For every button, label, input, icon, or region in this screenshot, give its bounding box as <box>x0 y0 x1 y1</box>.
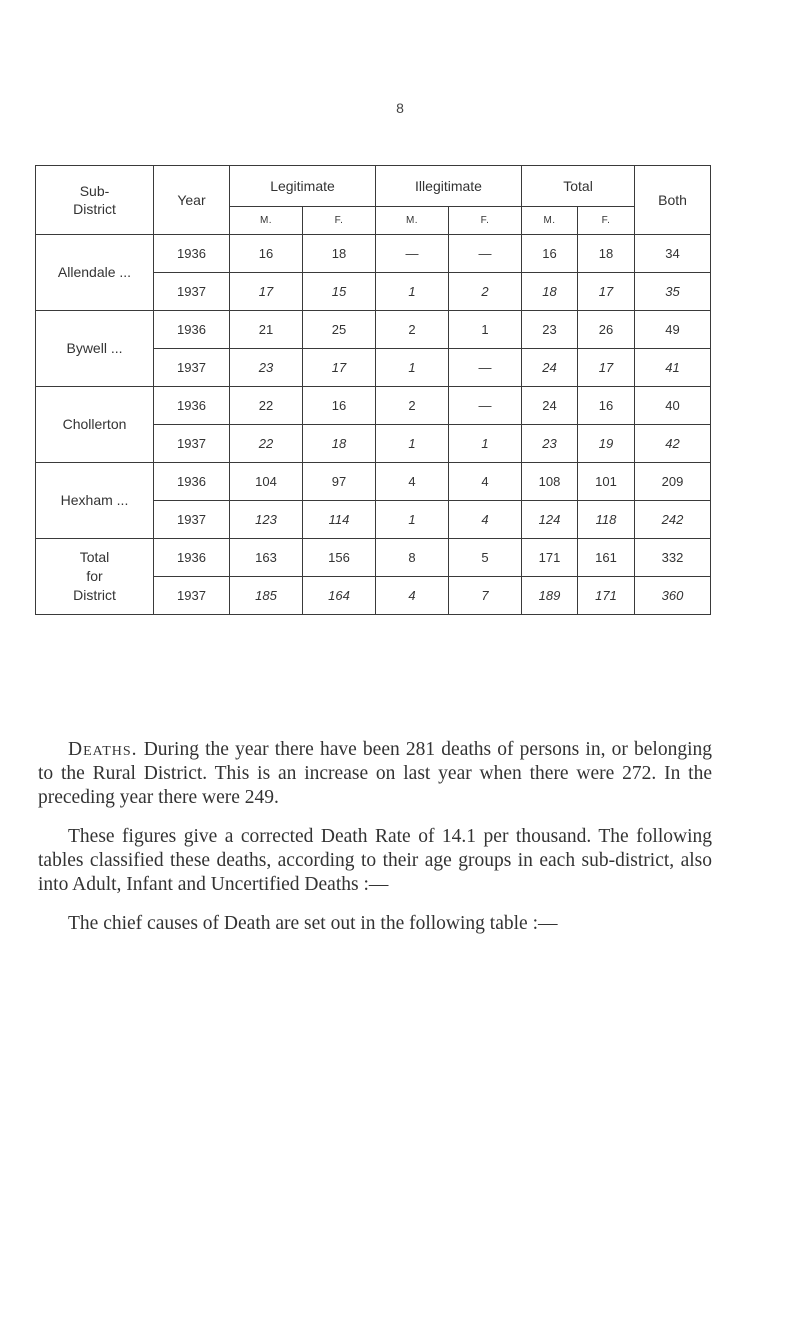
illegitimate-f-cell: 4 <box>449 501 522 539</box>
illegitimate-f-cell: — <box>449 349 522 387</box>
legitimate-f-cell: 17 <box>303 349 376 387</box>
legitimate-f-cell: 18 <box>303 425 376 463</box>
table-row <box>36 311 711 349</box>
total-f-cell: 19 <box>578 425 635 463</box>
deaths-body: During the year there have been 281 deaths of persons in, or belonging to the Rural District. This is an increase on last year when there were 272. In the preceding year there were 249. <box>38 739 713 808</box>
illegitimate-m-cell: 4 <box>376 577 449 615</box>
year-cell: 1937 <box>154 577 230 615</box>
legitimate-m-cell: 16 <box>230 235 303 273</box>
legitimate-m-cell: 23 <box>230 349 303 387</box>
total-m-cell: 16 <box>522 235 578 273</box>
illegitimate-f-cell: 2 <box>449 273 522 311</box>
header-total-m: M. <box>522 207 578 235</box>
both-cell: 34 <box>635 235 711 273</box>
births-table <box>35 165 711 615</box>
table-row <box>36 387 711 425</box>
header-legitimate-m: M. <box>230 207 303 235</box>
legitimate-f-cell: 18 <box>303 235 376 273</box>
district-name: Total for District <box>36 539 154 615</box>
legitimate-m-cell: 163 <box>230 539 303 577</box>
total-m-cell: 108 <box>522 463 578 501</box>
total-m-cell: 24 <box>522 349 578 387</box>
illegitimate-f-cell: 1 <box>449 311 522 349</box>
district-name: Bywell ... <box>36 311 154 387</box>
illegitimate-f-cell: — <box>449 235 522 273</box>
year-cell: 1937 <box>154 501 230 539</box>
total-f-cell: 17 <box>578 349 635 387</box>
deaths-paragraph <box>38 738 712 810</box>
both-cell: 49 <box>635 311 711 349</box>
legitimate-m-cell: 104 <box>230 463 303 501</box>
legitimate-f-cell: 97 <box>303 463 376 501</box>
district-name: Allendale ... <box>36 235 154 311</box>
year-cell: 1937 <box>154 425 230 463</box>
header-legitimate: Legitimate <box>230 166 376 207</box>
total-f-cell: 18 <box>578 235 635 273</box>
district-name: Hexham ... <box>36 463 154 539</box>
table-row <box>36 235 711 273</box>
total-f-cell: 161 <box>578 539 635 577</box>
both-cell: 209 <box>635 463 711 501</box>
header-illegitimate-m: M. <box>376 207 449 235</box>
legitimate-m-cell: 22 <box>230 387 303 425</box>
both-cell: 332 <box>635 539 711 577</box>
illegitimate-f-cell: 1 <box>449 425 522 463</box>
illegitimate-m-cell: 1 <box>376 425 449 463</box>
table-row <box>36 463 711 501</box>
total-m-cell: 124 <box>522 501 578 539</box>
prose-section <box>38 738 712 951</box>
total-f-cell: 16 <box>578 387 635 425</box>
legitimate-m-cell: 123 <box>230 501 303 539</box>
illegitimate-m-cell: 1 <box>376 273 449 311</box>
both-cell: 35 <box>635 273 711 311</box>
both-cell: 42 <box>635 425 711 463</box>
year-cell: 1936 <box>154 539 230 577</box>
illegitimate-m-cell: 2 <box>376 311 449 349</box>
illegitimate-m-cell: 4 <box>376 463 449 501</box>
total-f-cell: 26 <box>578 311 635 349</box>
total-m-cell: 23 <box>522 311 578 349</box>
header-both: Both <box>635 166 711 235</box>
illegitimate-f-cell: 5 <box>449 539 522 577</box>
header-year: Year <box>154 166 230 235</box>
illegitimate-m-cell: — <box>376 235 449 273</box>
total-m-cell: 18 <box>522 273 578 311</box>
year-cell: 1936 <box>154 311 230 349</box>
death-rate-paragraph: These figures give a corrected Death Rate of 14.1 per thousand. The following tables classified these deaths, according to their age groups in each sub-district, also into Adult, Infant and Uncertified Deaths :— <box>38 826 712 895</box>
table-row <box>36 539 711 577</box>
causes-paragraph: The chief causes of Death are set out in the following table :— <box>68 913 558 934</box>
total-m-cell: 189 <box>522 577 578 615</box>
legitimate-m-cell: 185 <box>230 577 303 615</box>
legitimate-m-cell: 17 <box>230 273 303 311</box>
both-cell: 242 <box>635 501 711 539</box>
header-total: Total <box>522 166 635 207</box>
total-f-cell: 17 <box>578 273 635 311</box>
year-cell: 1937 <box>154 273 230 311</box>
legitimate-f-cell: 25 <box>303 311 376 349</box>
total-m-cell: 24 <box>522 387 578 425</box>
legitimate-m-cell: 21 <box>230 311 303 349</box>
header-sub-district: Sub- District <box>36 166 154 235</box>
legitimate-f-cell: 16 <box>303 387 376 425</box>
illegitimate-m-cell: 1 <box>376 349 449 387</box>
district-name: Chollerton <box>36 387 154 463</box>
total-f-cell: 101 <box>578 463 635 501</box>
legitimate-m-cell: 22 <box>230 425 303 463</box>
legitimate-f-cell: 156 <box>303 539 376 577</box>
legitimate-f-cell: 164 <box>303 577 376 615</box>
total-f-cell: 171 <box>578 577 635 615</box>
both-cell: 41 <box>635 349 711 387</box>
legitimate-f-cell: 114 <box>303 501 376 539</box>
illegitimate-f-cell: 7 <box>449 577 522 615</box>
header-illegitimate-f: F. <box>449 207 522 235</box>
total-f-cell: 118 <box>578 501 635 539</box>
total-m-cell: 23 <box>522 425 578 463</box>
illegitimate-f-cell: — <box>449 387 522 425</box>
deaths-lead: Deaths. <box>68 739 138 760</box>
year-cell: 1936 <box>154 387 230 425</box>
page-number: 8 <box>396 100 404 116</box>
header-total-f: F. <box>578 207 635 235</box>
header-illegitimate: Illegitimate <box>376 166 522 207</box>
illegitimate-f-cell: 4 <box>449 463 522 501</box>
illegitimate-m-cell: 8 <box>376 539 449 577</box>
illegitimate-m-cell: 2 <box>376 387 449 425</box>
illegitimate-m-cell: 1 <box>376 501 449 539</box>
both-cell: 360 <box>635 577 711 615</box>
both-cell: 40 <box>635 387 711 425</box>
year-cell: 1936 <box>154 235 230 273</box>
legitimate-f-cell: 15 <box>303 273 376 311</box>
total-m-cell: 171 <box>522 539 578 577</box>
year-cell: 1937 <box>154 349 230 387</box>
year-cell: 1936 <box>154 463 230 501</box>
header-legitimate-f: F. <box>303 207 376 235</box>
